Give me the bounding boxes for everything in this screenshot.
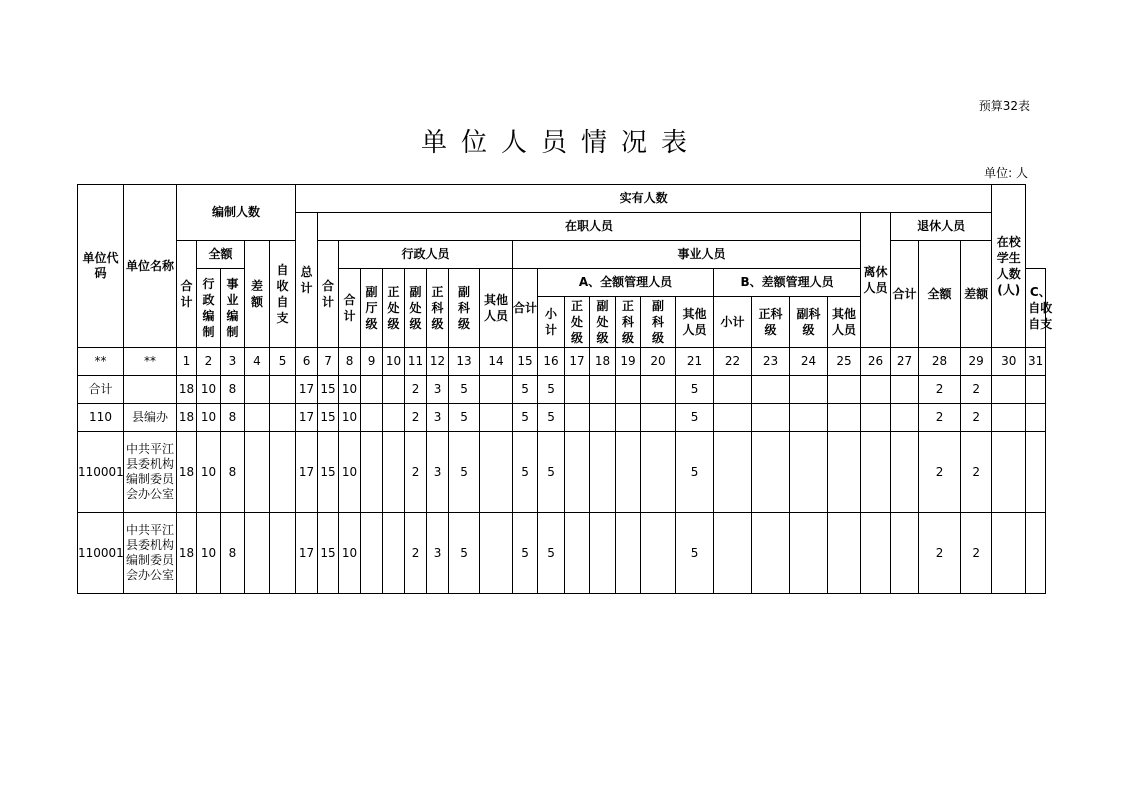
cell-col-10 <box>383 513 405 594</box>
cell-col-6: 17 <box>296 376 318 404</box>
cell-col-9 <box>361 404 383 432</box>
cell-col-17 <box>565 404 590 432</box>
col-admin-personnel: 行政人员 <box>339 241 513 269</box>
col-inst-personnel: 事业人员 <box>513 241 891 269</box>
col-group-b: B、差额管理人员 <box>714 269 861 297</box>
cell-col-3: 8 <box>221 432 245 513</box>
cell-col-13: 5 <box>449 404 480 432</box>
column-number: 6 <box>296 348 318 376</box>
col-staff-total: 合计 <box>177 241 197 348</box>
cell-col-19 <box>616 376 641 404</box>
column-number: 9 <box>361 348 383 376</box>
col-actual: 实有人数 <box>296 185 992 213</box>
cell-col-7: 15 <box>318 404 339 432</box>
column-number: 5 <box>270 348 296 376</box>
cell-col-18 <box>590 404 616 432</box>
cell-col-29: 2 <box>961 513 992 594</box>
col-b-others: 其他人员 <box>828 297 861 348</box>
column-number: 11 <box>405 348 427 376</box>
cell-col-26 <box>861 404 891 432</box>
cell-col-24 <box>790 432 828 513</box>
cell-col-28: 2 <box>919 432 961 513</box>
cell-col-23 <box>752 432 790 513</box>
cell-col-27 <box>891 432 919 513</box>
column-number: 31 <box>1026 348 1046 376</box>
cell-col-18 <box>590 432 616 513</box>
column-number: 14 <box>480 348 513 376</box>
column-number: 18 <box>590 348 616 376</box>
cell-col-19 <box>616 513 641 594</box>
cell-col-22 <box>714 432 752 513</box>
col-self-funded: 自收自支 <box>270 241 296 348</box>
cell-col-9 <box>361 432 383 513</box>
col-retired-total: 合计 <box>891 241 919 348</box>
col-staffing: 编制人数 <box>177 185 296 241</box>
column-number: 29 <box>961 348 992 376</box>
col-retired-full: 全额 <box>919 241 961 348</box>
cell-col-20 <box>641 513 676 594</box>
cell-col-18 <box>590 513 616 594</box>
cell-col-12: 3 <box>427 404 449 432</box>
cell-unit-name: 中共平江县委机构编制委员会办公室 <box>124 513 177 594</box>
cell-col-15: 5 <box>513 513 538 594</box>
cell-col-26 <box>861 513 891 594</box>
cell-col-29: 2 <box>961 404 992 432</box>
cell-unit-code: 合计 <box>78 376 124 404</box>
cell-col-4 <box>245 432 270 513</box>
cell-col-2: 10 <box>197 404 221 432</box>
cell-col-10 <box>383 432 405 513</box>
cell-col-11: 2 <box>405 376 427 404</box>
col-a-section-head: 正科级 <box>616 297 641 348</box>
cell-col-1: 18 <box>177 513 197 594</box>
cell-col-31 <box>1026 513 1046 594</box>
cell-col-4 <box>245 513 270 594</box>
col-grand-total: 总计 <box>296 213 318 348</box>
cell-unit-code: 110001 <box>78 513 124 594</box>
cell-col-31 <box>1026 404 1046 432</box>
cell-col-25 <box>828 404 861 432</box>
cell-col-19 <box>616 432 641 513</box>
cell-col-30 <box>992 376 1026 404</box>
cell-col-8: 10 <box>339 432 361 513</box>
cell-col-8: 10 <box>339 376 361 404</box>
cell-col-21: 5 <box>676 432 714 513</box>
cell-col-24 <box>790 376 828 404</box>
cell-col-8: 10 <box>339 513 361 594</box>
cell-col-28: 2 <box>919 513 961 594</box>
cell-col-14 <box>480 432 513 513</box>
cell-col-3: 8 <box>221 376 245 404</box>
col-a-dept-head: 正处级 <box>565 297 590 348</box>
cell-col-28: 2 <box>919 404 961 432</box>
column-number: 3 <box>221 348 245 376</box>
col-inst-total: 合计 <box>513 269 538 348</box>
cell-col-6: 17 <box>296 513 318 594</box>
col-full-funded: 全额 <box>197 241 245 269</box>
col-b-subtotal: 小计 <box>714 297 752 348</box>
cell-col-5 <box>270 513 296 594</box>
cell-col-1: 18 <box>177 404 197 432</box>
column-number: 13 <box>449 348 480 376</box>
cell-col-6: 17 <box>296 404 318 432</box>
cell-col-14 <box>480 513 513 594</box>
col-retirees-lixiu: 离休人员 <box>861 213 891 348</box>
cell-col-12: 3 <box>427 513 449 594</box>
column-number: 30 <box>992 348 1026 376</box>
cell-col-27 <box>891 513 919 594</box>
table-row <box>78 376 1046 404</box>
cell-col-27 <box>891 376 919 404</box>
cell-unit-code: 110 <box>78 404 124 432</box>
column-number: 1 <box>177 348 197 376</box>
col-b-section-head: 正科级 <box>752 297 790 348</box>
cell-col-10 <box>383 404 405 432</box>
cell-col-23 <box>752 376 790 404</box>
cell-col-3: 8 <box>221 404 245 432</box>
cell-col-7: 15 <box>318 432 339 513</box>
column-number: 8 <box>339 348 361 376</box>
form-number: 预算32表 <box>978 99 1030 113</box>
col-in-service: 在职人员 <box>318 213 861 241</box>
cell-col-21: 5 <box>676 513 714 594</box>
cell-col-24 <box>790 513 828 594</box>
cell-col-6: 17 <box>296 432 318 513</box>
cell-col-25 <box>828 376 861 404</box>
cell-col-22 <box>714 376 752 404</box>
cell-col-25 <box>828 513 861 594</box>
cell-col-22 <box>714 404 752 432</box>
cell-col-5 <box>270 432 296 513</box>
column-number: 17 <box>565 348 590 376</box>
cell-col-3: 8 <box>221 513 245 594</box>
column-number: 12 <box>427 348 449 376</box>
cell-col-18 <box>590 376 616 404</box>
unit-label: 单位: 人 <box>984 166 1028 180</box>
cell-col-11: 2 <box>405 404 427 432</box>
column-number: ** <box>78 348 124 376</box>
cell-col-4 <box>245 404 270 432</box>
col-retired-diff: 差额 <box>961 241 992 348</box>
cell-col-1: 18 <box>177 376 197 404</box>
cell-col-29: 2 <box>961 432 992 513</box>
col-admin-total: 合计 <box>339 269 361 348</box>
col-admin-dept-head: 正处级 <box>383 269 405 348</box>
cell-col-14 <box>480 376 513 404</box>
column-number: 26 <box>861 348 891 376</box>
cell-col-20 <box>641 376 676 404</box>
cell-col-9 <box>361 376 383 404</box>
column-number: 10 <box>383 348 405 376</box>
col-group-c: C、自收自支 <box>1026 269 1046 348</box>
column-number: 28 <box>919 348 961 376</box>
cell-col-16: 5 <box>538 432 565 513</box>
col-admin-vice-section: 副科级 <box>449 269 480 348</box>
col-group-a: A、全额管理人员 <box>538 269 714 297</box>
column-number: 22 <box>714 348 752 376</box>
cell-col-16: 5 <box>538 376 565 404</box>
column-number: 24 <box>790 348 828 376</box>
col-a-vice-section: 副科级 <box>641 297 676 348</box>
table-row <box>78 432 1046 513</box>
column-number: 21 <box>676 348 714 376</box>
col-a-vice-dept: 副处级 <box>590 297 616 348</box>
cell-col-2: 10 <box>197 432 221 513</box>
cell-col-25 <box>828 432 861 513</box>
table-row <box>78 404 1046 432</box>
cell-col-17 <box>565 376 590 404</box>
cell-col-2: 10 <box>197 513 221 594</box>
col-actual-total: 合计 <box>318 241 339 348</box>
col-admin-section-head: 正科级 <box>427 269 449 348</box>
cell-col-17 <box>565 432 590 513</box>
column-number-row <box>78 348 1046 376</box>
column-number: 4 <box>245 348 270 376</box>
table-row <box>78 513 1046 594</box>
cell-col-9 <box>361 513 383 594</box>
cell-col-24 <box>790 404 828 432</box>
col-unit-code: 单位代码 <box>78 185 124 348</box>
cell-col-16: 5 <box>538 513 565 594</box>
col-unit-name: 单位名称 <box>124 185 177 348</box>
cell-col-19 <box>616 404 641 432</box>
cell-col-20 <box>641 404 676 432</box>
cell-col-15: 5 <box>513 432 538 513</box>
cell-col-30 <box>992 513 1026 594</box>
cell-unit-name: 中共平江县委机构编制委员会办公室 <box>124 432 177 513</box>
cell-col-2: 10 <box>197 376 221 404</box>
cell-col-15: 5 <box>513 404 538 432</box>
cell-col-16: 5 <box>538 404 565 432</box>
column-number: 2 <box>197 348 221 376</box>
cell-col-13: 5 <box>449 432 480 513</box>
cell-col-8: 10 <box>339 404 361 432</box>
cell-col-31 <box>1026 376 1046 404</box>
cell-col-27 <box>891 404 919 432</box>
cell-col-12: 3 <box>427 432 449 513</box>
cell-col-23 <box>752 513 790 594</box>
cell-col-21: 5 <box>676 376 714 404</box>
col-students: 在校学生人数(人) <box>992 185 1026 348</box>
cell-col-5 <box>270 376 296 404</box>
column-number: 7 <box>318 348 339 376</box>
cell-col-4 <box>245 376 270 404</box>
col-admin-staff: 行政编制 <box>197 269 221 348</box>
cell-col-13: 5 <box>449 513 480 594</box>
cell-col-30 <box>992 404 1026 432</box>
cell-unit-name: 县编办 <box>124 404 177 432</box>
cell-col-7: 15 <box>318 376 339 404</box>
column-number: ** <box>124 348 177 376</box>
cell-col-7: 15 <box>318 513 339 594</box>
col-b-vice-section: 副科级 <box>790 297 828 348</box>
column-number: 16 <box>538 348 565 376</box>
col-diff-funded: 差额 <box>245 241 270 348</box>
cell-unit-name <box>124 376 177 404</box>
cell-col-12: 3 <box>427 376 449 404</box>
col-retired: 退休人员 <box>891 213 992 241</box>
cell-col-31 <box>1026 432 1046 513</box>
cell-col-15: 5 <box>513 376 538 404</box>
cell-col-20 <box>641 432 676 513</box>
cell-col-28: 2 <box>919 376 961 404</box>
column-number: 20 <box>641 348 676 376</box>
cell-col-5 <box>270 404 296 432</box>
page-title: 单位人员情况表 <box>420 128 701 158</box>
col-admin-vice-bureau: 副厅级 <box>361 269 383 348</box>
cell-col-17 <box>565 513 590 594</box>
column-number: 15 <box>513 348 538 376</box>
cell-col-22 <box>714 513 752 594</box>
cell-col-26 <box>861 432 891 513</box>
cell-col-1: 18 <box>177 432 197 513</box>
col-admin-vice-dept: 副处级 <box>405 269 427 348</box>
personnel-table <box>77 184 1053 594</box>
column-number: 25 <box>828 348 861 376</box>
cell-col-13: 5 <box>449 376 480 404</box>
column-number: 23 <box>752 348 790 376</box>
cell-col-30 <box>992 432 1026 513</box>
cell-col-14 <box>480 404 513 432</box>
cell-col-11: 2 <box>405 432 427 513</box>
column-number: 27 <box>891 348 919 376</box>
col-admin-others: 其他人员 <box>480 269 513 348</box>
col-inst-staff: 事业编制 <box>221 269 245 348</box>
cell-col-10 <box>383 376 405 404</box>
cell-col-29: 2 <box>961 376 992 404</box>
col-a-others: 其他人员 <box>676 297 714 348</box>
cell-col-21: 5 <box>676 404 714 432</box>
cell-col-23 <box>752 404 790 432</box>
col-a-subtotal: 小计 <box>538 297 565 348</box>
cell-col-11: 2 <box>405 513 427 594</box>
cell-unit-code: 110001 <box>78 432 124 513</box>
cell-col-26 <box>861 376 891 404</box>
column-number: 19 <box>616 348 641 376</box>
